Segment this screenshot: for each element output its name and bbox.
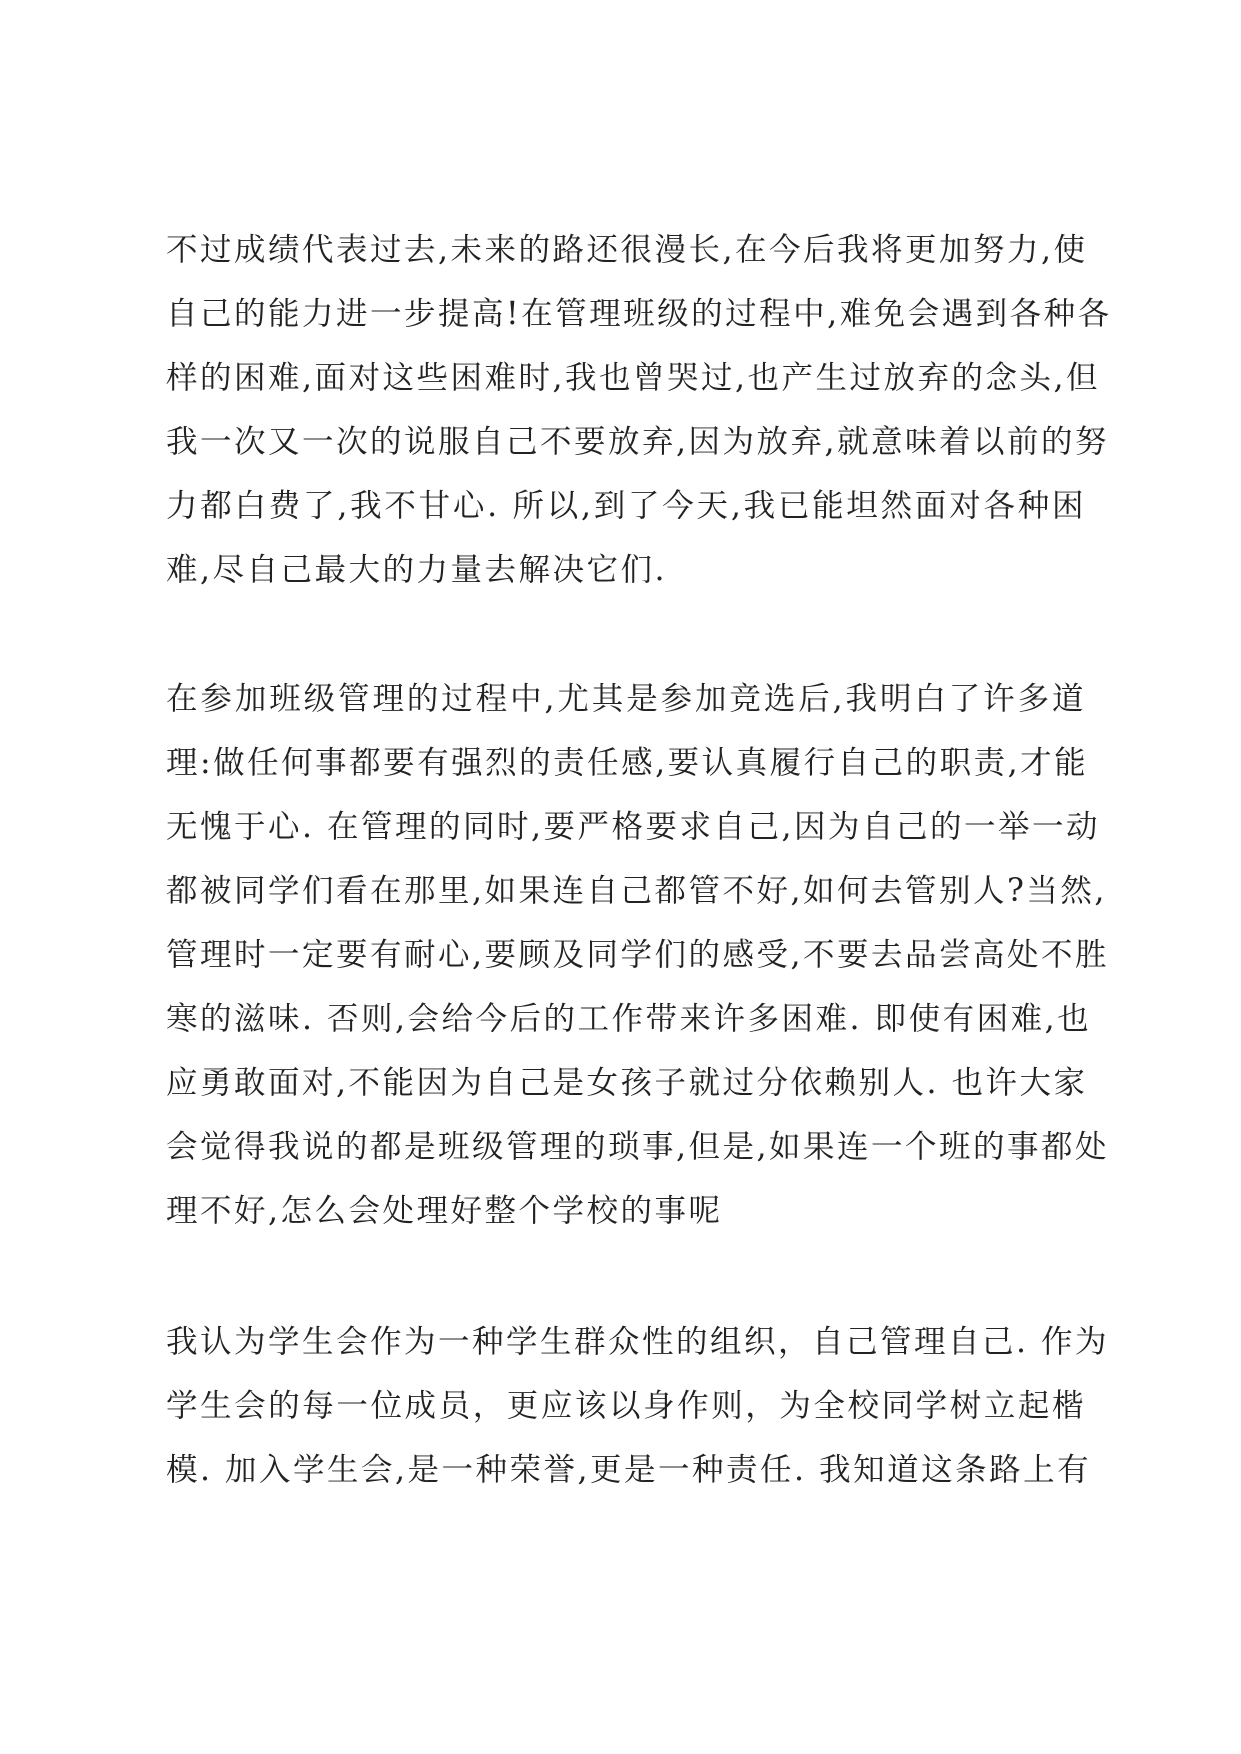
paragraph-line: 无愧于心. 在管理的同时,要严格要求自己,因为自己的一举一动	[166, 809, 1101, 845]
paragraph-line: 会觉得我说的都是班级管理的琐事,但是,如果连一个班的事都处	[166, 1129, 1110, 1165]
paragraph-line: 寒的滋味. 否则,会给今后的工作带来许多困难. 即使有困难,也	[166, 1001, 1092, 1037]
paragraph-line: 都被同学们看在那里,如果连自己都管不好,如何去管别人?当然,	[166, 873, 1107, 909]
paragraph-line: 力都白费了,我不甘心. 所以,到了今天,我已能坦然面对各种困	[166, 488, 1086, 524]
paragraph-line: 不过成绩代表过去,未来的路还很漫长,在今后我将更加努力,使	[166, 232, 1088, 268]
paragraph-line: 我认为学生会作为一种学生群众性的组织，自己管理自己. 作为	[166, 1324, 1110, 1360]
paragraph-line: 我一次又一次的说服自己不要放弃,因为放弃,就意味着以前的努	[166, 424, 1110, 460]
paragraph-1	[166, 218, 1112, 602]
paragraph-line: 模. 加入学生会,是一种荣誉,更是一种责任. 我知道这条路上有	[166, 1452, 1092, 1488]
paragraph-line: 管理时一定要有耐心,要顾及同学们的感受,不要去品尝高处不胜	[166, 937, 1110, 973]
paragraph-line: 在参加班级管理的过程中,尤其是参加竞选后,我明白了许多道	[166, 681, 1086, 717]
paragraph-line: 难,尽自己最大的力量去解决它们.	[166, 552, 668, 588]
paragraph-3	[166, 1310, 1110, 1502]
paragraph-line: 自己的能力进一步提高!在管理班级的过程中,难免会遇到各种各	[166, 296, 1112, 332]
paragraph-2	[166, 667, 1110, 1243]
paragraph-line: 样的困难,面对这些困难时,我也曾哭过,也产生过放弃的念头,但	[166, 360, 1101, 396]
paragraph-line: 理不好,怎么会处理好整个学校的事呢	[166, 1193, 723, 1229]
paragraph-line: 理:做任何事都要有强烈的责任感,要认真履行自己的职责,才能	[166, 745, 1089, 781]
paragraph-line: 学生会的每一位成员，更应该以身作则，为全校同学树立起楷	[166, 1388, 1086, 1424]
paragraph-line: 应勇敢面对,不能因为自己是女孩子就过分依赖别人. 也许大家	[166, 1065, 1088, 1101]
